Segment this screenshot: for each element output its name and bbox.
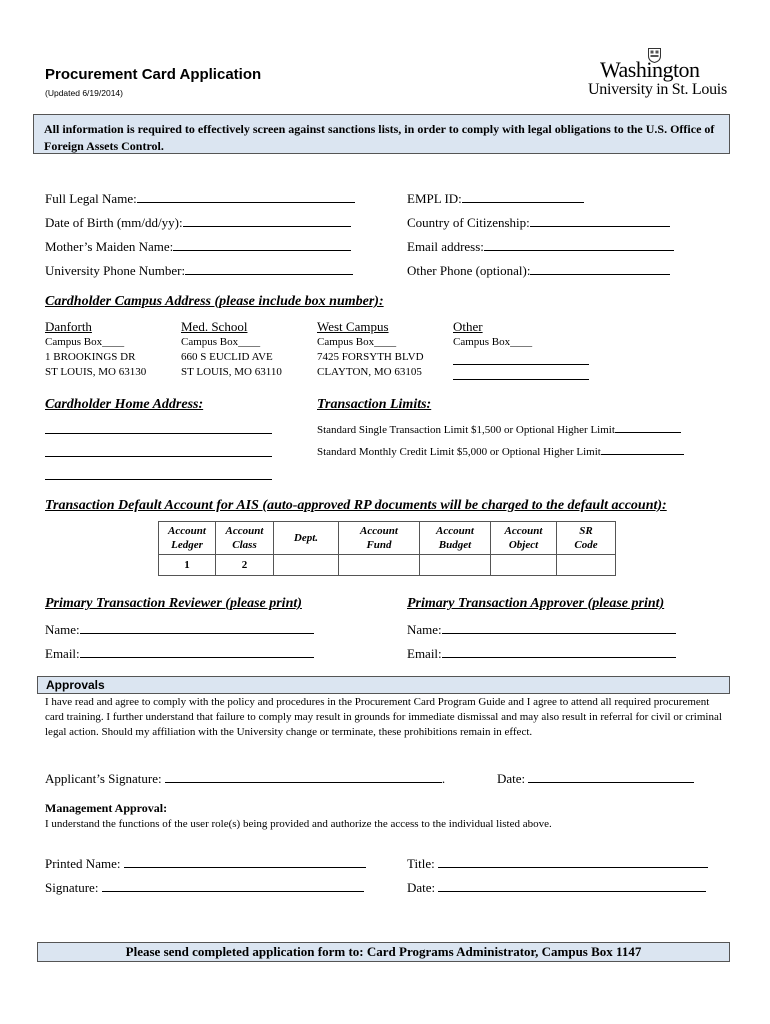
mothers-maiden-name-line <box>173 237 351 251</box>
cell-sr-code[interactable] <box>557 555 616 576</box>
page-title: Procurement Card Application <box>45 66 262 83</box>
date-of-birth-line <box>183 213 351 227</box>
university-phone-line <box>185 261 353 275</box>
home-address-heading: Cardholder Home Address: <box>45 397 204 412</box>
approver-heading: Primary Transaction Approver (please print) <box>407 596 665 611</box>
manager-date-field[interactable] <box>407 878 706 896</box>
full-legal-name-line <box>137 189 355 203</box>
campus-column-other[interactable] <box>453 319 589 380</box>
university-phone-label: University Phone Number: <box>45 263 186 278</box>
single-transaction-limit-field[interactable] <box>317 421 681 436</box>
header-account-ledger: Account Ledger <box>159 522 216 555</box>
approver-name-label: Name: <box>407 622 442 637</box>
country-of-citizenship-label: Country of Citizenship: <box>407 215 530 230</box>
campus-name: Other <box>453 319 483 334</box>
campus-box: Campus Box____ <box>453 336 533 348</box>
updated-date: (Updated 6/19/2014) <box>45 88 123 98</box>
campus-street: 7425 FORSYTH BLVD <box>317 351 424 363</box>
approver-name-line <box>442 620 676 634</box>
header-account-object: Account Object <box>491 522 557 555</box>
campus-address-heading: Cardholder Campus Address (please include box number): <box>45 294 384 309</box>
manager-signature-line <box>102 878 364 892</box>
single-limit-label: Standard Single Transaction Limit $1,500 or Optional Higher Limit <box>317 424 615 436</box>
other-phone-line <box>530 261 670 275</box>
country-of-citizenship-field[interactable] <box>407 213 670 231</box>
reviewer-email-label: Email: <box>45 646 80 661</box>
header-account-budget: Account Budget <box>420 522 491 555</box>
applicant-signature-field[interactable]: Applicant’s Signature: . <box>45 771 446 786</box>
printed-name-line <box>124 854 366 868</box>
reviewer-heading: Primary Transaction Reviewer (please print) <box>45 596 302 611</box>
manager-signature-label: Signature: <box>45 880 99 895</box>
campus-street: 660 S EUCLID AVE <box>181 351 273 363</box>
table-row <box>159 555 616 576</box>
cell-dept[interactable] <box>274 555 339 576</box>
home-address-line-2[interactable] <box>45 443 272 457</box>
reviewer-email-field[interactable] <box>45 644 314 662</box>
default-account-heading: Transaction Default Account for AIS (auto-approved RP documents will be charged to the default account): <box>45 498 667 513</box>
monthly-credit-limit-field[interactable] <box>317 443 684 458</box>
cell-account-budget[interactable] <box>420 555 491 576</box>
transaction-limits-heading: Transaction Limits: <box>317 397 432 412</box>
campus-column-med-school[interactable] <box>181 319 282 380</box>
country-of-citizenship-line <box>530 213 670 227</box>
logo-text-university: University in St. Louis <box>588 81 727 98</box>
campus-street: 1 BROOKINGS DR <box>45 351 136 363</box>
empl-id-label: EMPL ID: <box>407 191 462 206</box>
campus-city: ST LOUIS, MO 63110 <box>181 366 282 378</box>
header-dept: Dept. <box>274 522 339 555</box>
submission-instructions: Please send completed application form to: Card Programs Administrator, Campus Box 1147 <box>37 942 730 962</box>
management-approval-text: I understand the functions of the user role(s) being provided and authorize the access to the individual listed above. <box>45 818 552 830</box>
other-address-line-2[interactable] <box>453 365 589 380</box>
campus-name: Danforth <box>45 319 92 334</box>
cell-account-class[interactable]: 2 <box>216 555 274 576</box>
campus-city: ST LOUIS, MO 63130 <box>45 366 147 378</box>
approver-email-field[interactable] <box>407 644 676 662</box>
reviewer-name-field[interactable] <box>45 620 314 638</box>
management-approval-heading: Management Approval: <box>45 801 168 815</box>
applicant-signature-line <box>165 769 442 783</box>
logo-text-washington: Washington <box>600 57 700 82</box>
empl-id-line <box>462 189 584 203</box>
reviewer-name-line <box>80 620 314 634</box>
approvals-agreement-text: I have read and agree to comply with the policy and procedures in the Procurement Card Program Guide and I agree to attend all required procurement card training. I further understand that failure to comply may result in grounds for immediate dismissal and may also result in referral for civil or criminal legal action. Should my affiliation with the University change or terminate, these prohibitions remain in effect. <box>45 696 722 738</box>
approvals-heading: Approvals <box>37 676 730 694</box>
reviewer-name-label: Name: <box>45 622 80 637</box>
header-account-class: Account Class <box>216 522 274 555</box>
header-account-fund: Account Fund <box>339 522 420 555</box>
date-of-birth-label: Date of Birth (mm/dd/yy): <box>45 215 183 230</box>
title-line <box>438 854 708 868</box>
other-address-line-1[interactable] <box>453 350 589 365</box>
campus-box: Campus Box____ <box>45 336 125 348</box>
home-address-line-3[interactable] <box>45 466 272 480</box>
approver-email-line <box>442 644 676 658</box>
title-label: Title: <box>407 856 435 871</box>
applicant-signature-label: Applicant’s Signature: <box>45 771 162 786</box>
printed-name-field[interactable] <box>45 854 366 872</box>
single-limit-line <box>615 421 681 433</box>
monthly-limit-label: Standard Monthly Credit Limit $5,000 or Optional Higher Limit <box>317 446 601 458</box>
reviewer-email-line <box>80 644 314 658</box>
sanctions-notice: All information is required to effectively screen against sanctions lists, in order to comply with legal obligations to the U.S. Office of Foreign Assets Control. <box>33 114 730 154</box>
applicant-date-label: Date: <box>497 771 526 786</box>
applicant-date-field[interactable] <box>497 769 694 787</box>
applicant-date-line <box>528 769 694 783</box>
university-logo <box>588 48 727 108</box>
home-address-line-1[interactable] <box>45 420 272 434</box>
mothers-maiden-name-field[interactable] <box>45 237 351 255</box>
approver-name-field[interactable] <box>407 620 676 638</box>
full-legal-name-field[interactable] <box>45 189 355 207</box>
other-phone-label: Other Phone (optional): <box>407 263 531 278</box>
campus-name: West Campus <box>317 319 389 334</box>
full-legal-name-label: Full Legal Name: <box>45 191 137 206</box>
table-header-row <box>159 522 616 555</box>
campus-city: CLAYTON, MO 63105 <box>317 366 422 378</box>
email-address-label: Email address: <box>407 239 484 254</box>
mothers-maiden-name-label: Mother’s Maiden Name: <box>45 239 174 254</box>
campus-column-west-campus[interactable] <box>317 319 424 380</box>
manager-date-label: Date: <box>407 880 436 895</box>
empl-id-field[interactable] <box>407 189 584 207</box>
campus-box: Campus Box____ <box>181 336 261 348</box>
cell-account-ledger[interactable]: 1 <box>159 555 216 576</box>
cell-account-fund[interactable] <box>339 555 420 576</box>
printed-name-label: Printed Name: <box>45 856 121 871</box>
monthly-limit-line <box>601 443 684 455</box>
campus-column-danforth[interactable] <box>45 319 146 380</box>
manager-date-line <box>438 878 706 892</box>
approver-email-label: Email: <box>407 646 442 661</box>
header-sr-code: SR Code <box>557 522 616 555</box>
email-address-line <box>484 237 674 251</box>
manager-signature-field[interactable] <box>45 878 364 896</box>
date-of-birth-field[interactable] <box>45 213 351 231</box>
default-account-table <box>158 521 616 576</box>
email-address-field[interactable] <box>407 237 674 255</box>
university-phone-field[interactable] <box>45 261 353 279</box>
campus-name: Med. School <box>181 319 248 334</box>
cell-account-object[interactable] <box>491 555 557 576</box>
other-phone-field[interactable] <box>407 261 670 279</box>
title-field[interactable] <box>407 854 708 872</box>
campus-box: Campus Box____ <box>317 336 397 348</box>
